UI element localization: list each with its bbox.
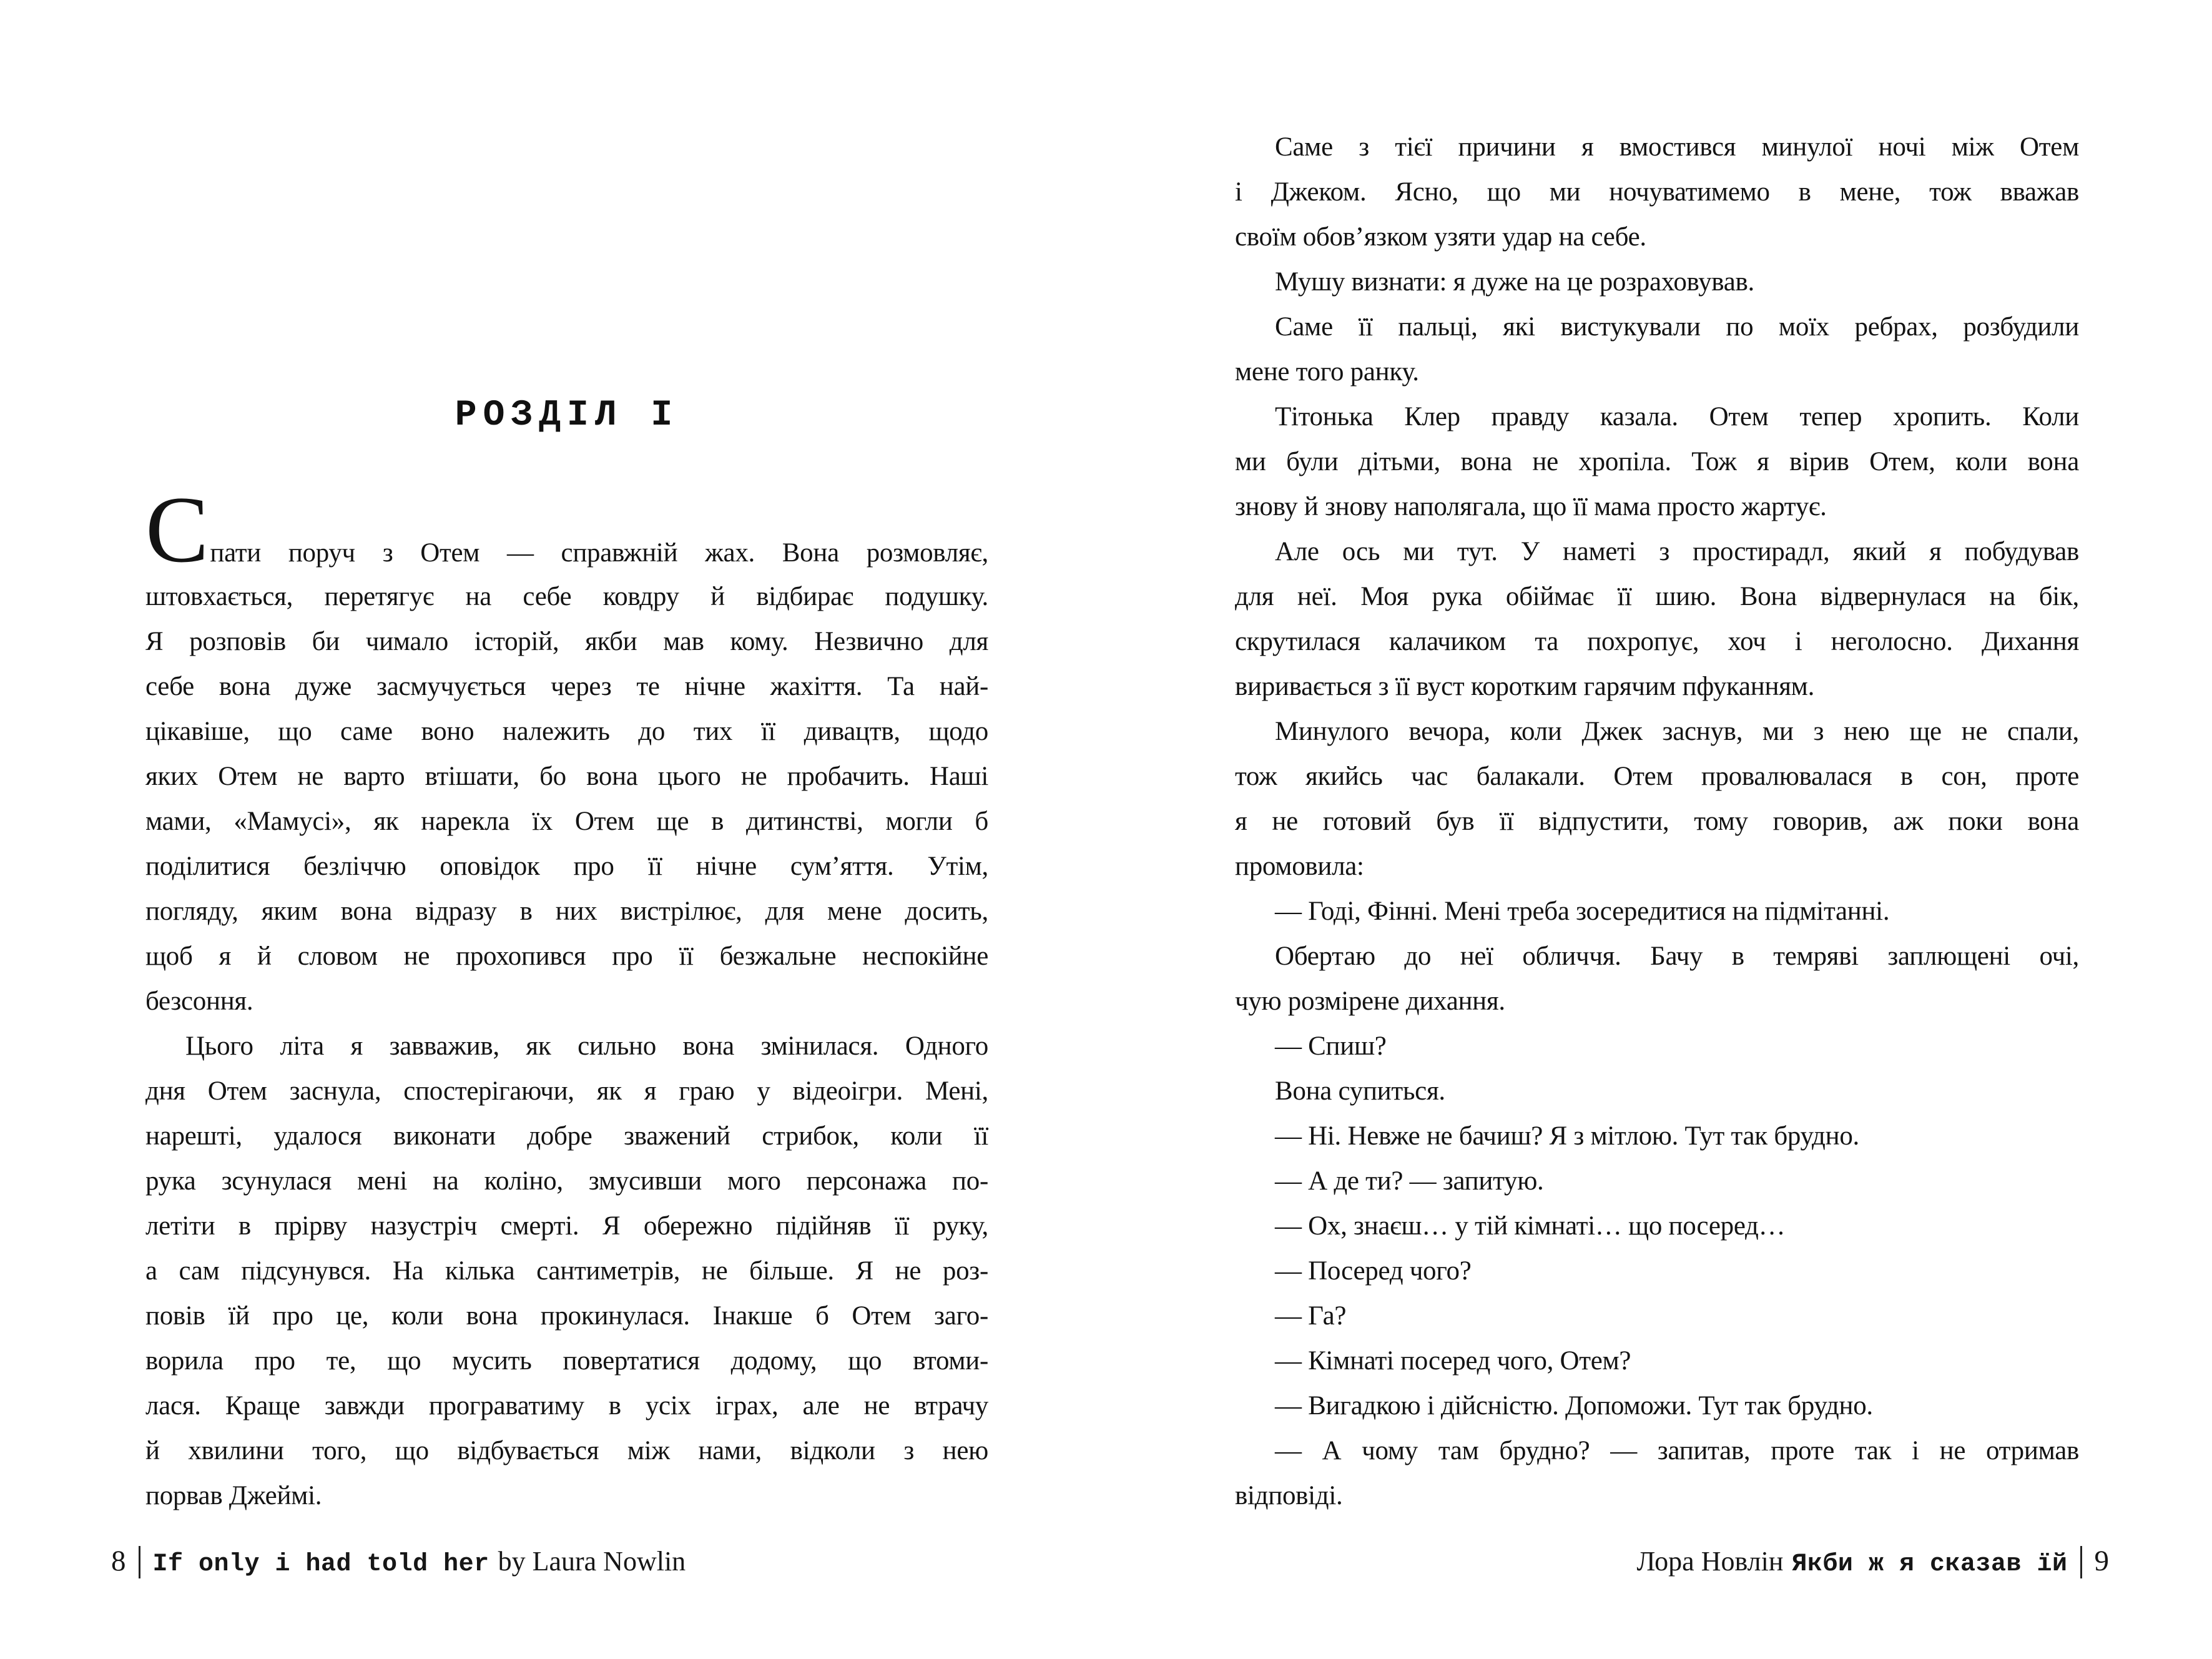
paragraph bbox=[1235, 1384, 2079, 1429]
text-line: відповіді. bbox=[1235, 1481, 1343, 1510]
paragraph bbox=[1235, 1114, 2079, 1159]
paragraph bbox=[145, 477, 988, 1024]
page-number-left: 8 bbox=[111, 1545, 126, 1577]
left-footer bbox=[111, 1537, 686, 1585]
paragraph bbox=[1235, 529, 2079, 709]
text-line: — Вигадкою і дійсністю. Допоможи. Тут так брудно. bbox=[1275, 1391, 1873, 1420]
paragraph bbox=[1235, 1339, 2079, 1384]
chapter-title: РОЗДІЛ I bbox=[455, 395, 679, 436]
right-page-text bbox=[1235, 125, 2079, 1519]
text-line: Саме її пальці, які вистукували по моїх ребрах, розбудили bbox=[1275, 312, 2079, 342]
author-name: Лора Новлін bbox=[1636, 1546, 1784, 1577]
text-line: мене того ранку. bbox=[1235, 357, 1419, 386]
text-line: порвав Джеймі. bbox=[145, 1481, 322, 1510]
left-page-text bbox=[145, 477, 988, 1519]
text-line: Я розповів би чимало історій, якби мав кому. Незвично для bbox=[145, 627, 988, 656]
text-line: а сам підсунувся. На кілька сантиметрів, не більше. Я не роз- bbox=[145, 1256, 988, 1286]
text-line: Але ось ми тут. У наметі з простирадл, який я побудував bbox=[1275, 537, 2079, 566]
text-line: — Спиш? bbox=[1275, 1031, 1387, 1061]
text-line: чую розмірене дихання. bbox=[1235, 987, 1505, 1016]
text-line: яких Отем не варто втішати, бо вона цього не пробачить. Наші bbox=[145, 762, 988, 791]
text-line: цікавіше, що саме воно належить до тих її дивацтв, щодо bbox=[145, 717, 988, 746]
text-line: Обертаю до неї обличчя. Бачу в темряві заплющені очі, bbox=[1275, 942, 2079, 971]
text-line: я не готовий був її відпустити, тому говорив, аж поки вона bbox=[1235, 807, 2079, 836]
paragraph bbox=[1235, 889, 2079, 934]
text-line: дня Отем заснула, спостерігаючи, як я граю у відеоігри. Мені, bbox=[145, 1076, 988, 1106]
book-title-english: If only i had told her bbox=[152, 1550, 489, 1578]
text-line: штовхається, перетягує на себе ковдру й відбирає подушку. bbox=[145, 582, 988, 611]
text-line: — Кімнаті посеред чого, Отем? bbox=[1275, 1346, 1631, 1376]
footer-separator-bar bbox=[2080, 1546, 2082, 1578]
paragraph bbox=[1235, 1204, 2079, 1249]
text-line: Цього літа я завважив, як сильно вона змінилася. Одного bbox=[185, 1031, 988, 1061]
text-line: Саме з тієї причини я вмостився минулої ночі між Отем bbox=[1275, 132, 2079, 162]
paragraph bbox=[1235, 1069, 2079, 1114]
text-line: Мушу визнати: я дуже на це розраховував. bbox=[1275, 267, 1754, 297]
text-line: — А де ти? — запитую. bbox=[1275, 1166, 1544, 1196]
paragraph bbox=[1235, 395, 2079, 529]
paragraph bbox=[145, 1024, 988, 1519]
text-line: промовила: bbox=[1235, 852, 1364, 881]
text-line: Тітонька Клер правду казала. Отем тепер хропить. Коли bbox=[1275, 402, 2079, 431]
author-byline: by Laura Nowlin bbox=[498, 1546, 686, 1577]
text-line: скрутилася калачиком та похропує, хоч і неголосно. Дихання bbox=[1235, 627, 2079, 656]
text-line: ворила про те, що мусить повертатися додому, що втоми- bbox=[145, 1346, 988, 1376]
text-line: поділитися безліччю оповідок про її нічне сум’яття. Утім, bbox=[145, 852, 988, 881]
text-line: й хвилини того, що відбувається між нами, відколи з нею bbox=[145, 1436, 988, 1465]
paragraph bbox=[1235, 260, 2079, 305]
text-line: нарешті, удалося виконати добре зважений стрибок, коли її bbox=[145, 1121, 988, 1151]
paragraph bbox=[1235, 934, 2079, 1024]
text-line: повів їй про це, коли вона прокинулася. Інакше б Отем заго- bbox=[145, 1301, 988, 1331]
paragraph bbox=[1235, 305, 2079, 395]
book-title-ukrainian: Якби ж я сказав їй bbox=[1792, 1550, 2068, 1578]
text-line: — Ох, знаєш… у тій кімнаті… що посеред… bbox=[1275, 1211, 1786, 1241]
text-line: щоб я й словом не прохопився про її безжальне неспокійне bbox=[145, 942, 988, 971]
text-line: і Джеком. Ясно, що ми ночуватимемо в мене, тож вважав bbox=[1235, 177, 2079, 207]
text-line: ми були дітьми, вона не хропіла. Тож я вірив Отем, коли вона bbox=[1235, 447, 2079, 476]
page-right bbox=[1235, 0, 2079, 1659]
footer-separator-bar bbox=[139, 1546, 140, 1578]
text-line: летіти в прірву назустріч смерті. Я обережно підійняв її руку, bbox=[145, 1211, 988, 1241]
text-line: Вона супиться. bbox=[1275, 1076, 1445, 1106]
paragraph bbox=[1235, 125, 2079, 260]
paragraph bbox=[1235, 1294, 2079, 1339]
paragraph bbox=[1235, 1249, 2079, 1294]
text-line: Спати поруч з Отем — справжній жах. Вона розмовляє, bbox=[145, 477, 988, 582]
paragraph bbox=[1235, 1024, 2079, 1069]
text-line: погляду, яким вона відразу в них вистрілює, для мене досить, bbox=[145, 897, 988, 926]
page-left bbox=[145, 0, 988, 1659]
text-line: — Га? bbox=[1275, 1301, 1347, 1331]
text-line: тож якийсь час балакали. Отем провалювалася в сон, проте bbox=[1235, 762, 2079, 791]
text-line: знову й знову наполягала, що її мама просто жартує. bbox=[1235, 492, 1827, 521]
text-line: своїм обов’язком узяти удар на себе. bbox=[1235, 222, 1646, 252]
text-line: — А чому там брудно? — запитав, проте так і не отримав bbox=[1275, 1436, 2079, 1465]
text-line: рука зсунулася мені на коліно, змусивши мого персонажа по- bbox=[145, 1166, 988, 1196]
text-line: — Посеред чого? bbox=[1275, 1256, 1472, 1286]
page-number-right: 9 bbox=[2094, 1545, 2109, 1577]
paragraph bbox=[1235, 709, 2079, 889]
text-line: себе вона дуже засмучується через те нічне жахіття. Та най- bbox=[145, 672, 988, 701]
paragraph bbox=[1235, 1429, 2079, 1519]
text-line: лася. Краще завжди програватиму в усіх іграх, але не втрачу bbox=[145, 1391, 988, 1420]
text-line: безсоння. bbox=[145, 987, 253, 1016]
paragraph bbox=[1235, 1159, 2079, 1204]
text-line: — Ні. Невже не бачиш? Я з мітлою. Тут так брудно. bbox=[1275, 1121, 1859, 1151]
text-line: Минулого вечора, коли Джек заснув, ми з нею ще не спали, bbox=[1275, 717, 2079, 746]
text-line: мами, «Мамусі», як нарекла їх Отем ще в дитинстві, могли б bbox=[145, 807, 988, 836]
drop-cap-letter: С bbox=[145, 477, 210, 582]
text-line: — Годі, Фінні. Мені треба зосередитися на підмітанні. bbox=[1275, 897, 1890, 926]
text-line: виривається з її вуст коротким гарячим пфуканням. bbox=[1235, 672, 1815, 701]
text-line: для неї. Моя рука обіймає її шию. Вона відвернулася на бік, bbox=[1235, 582, 2079, 611]
right-footer bbox=[1636, 1537, 2109, 1585]
